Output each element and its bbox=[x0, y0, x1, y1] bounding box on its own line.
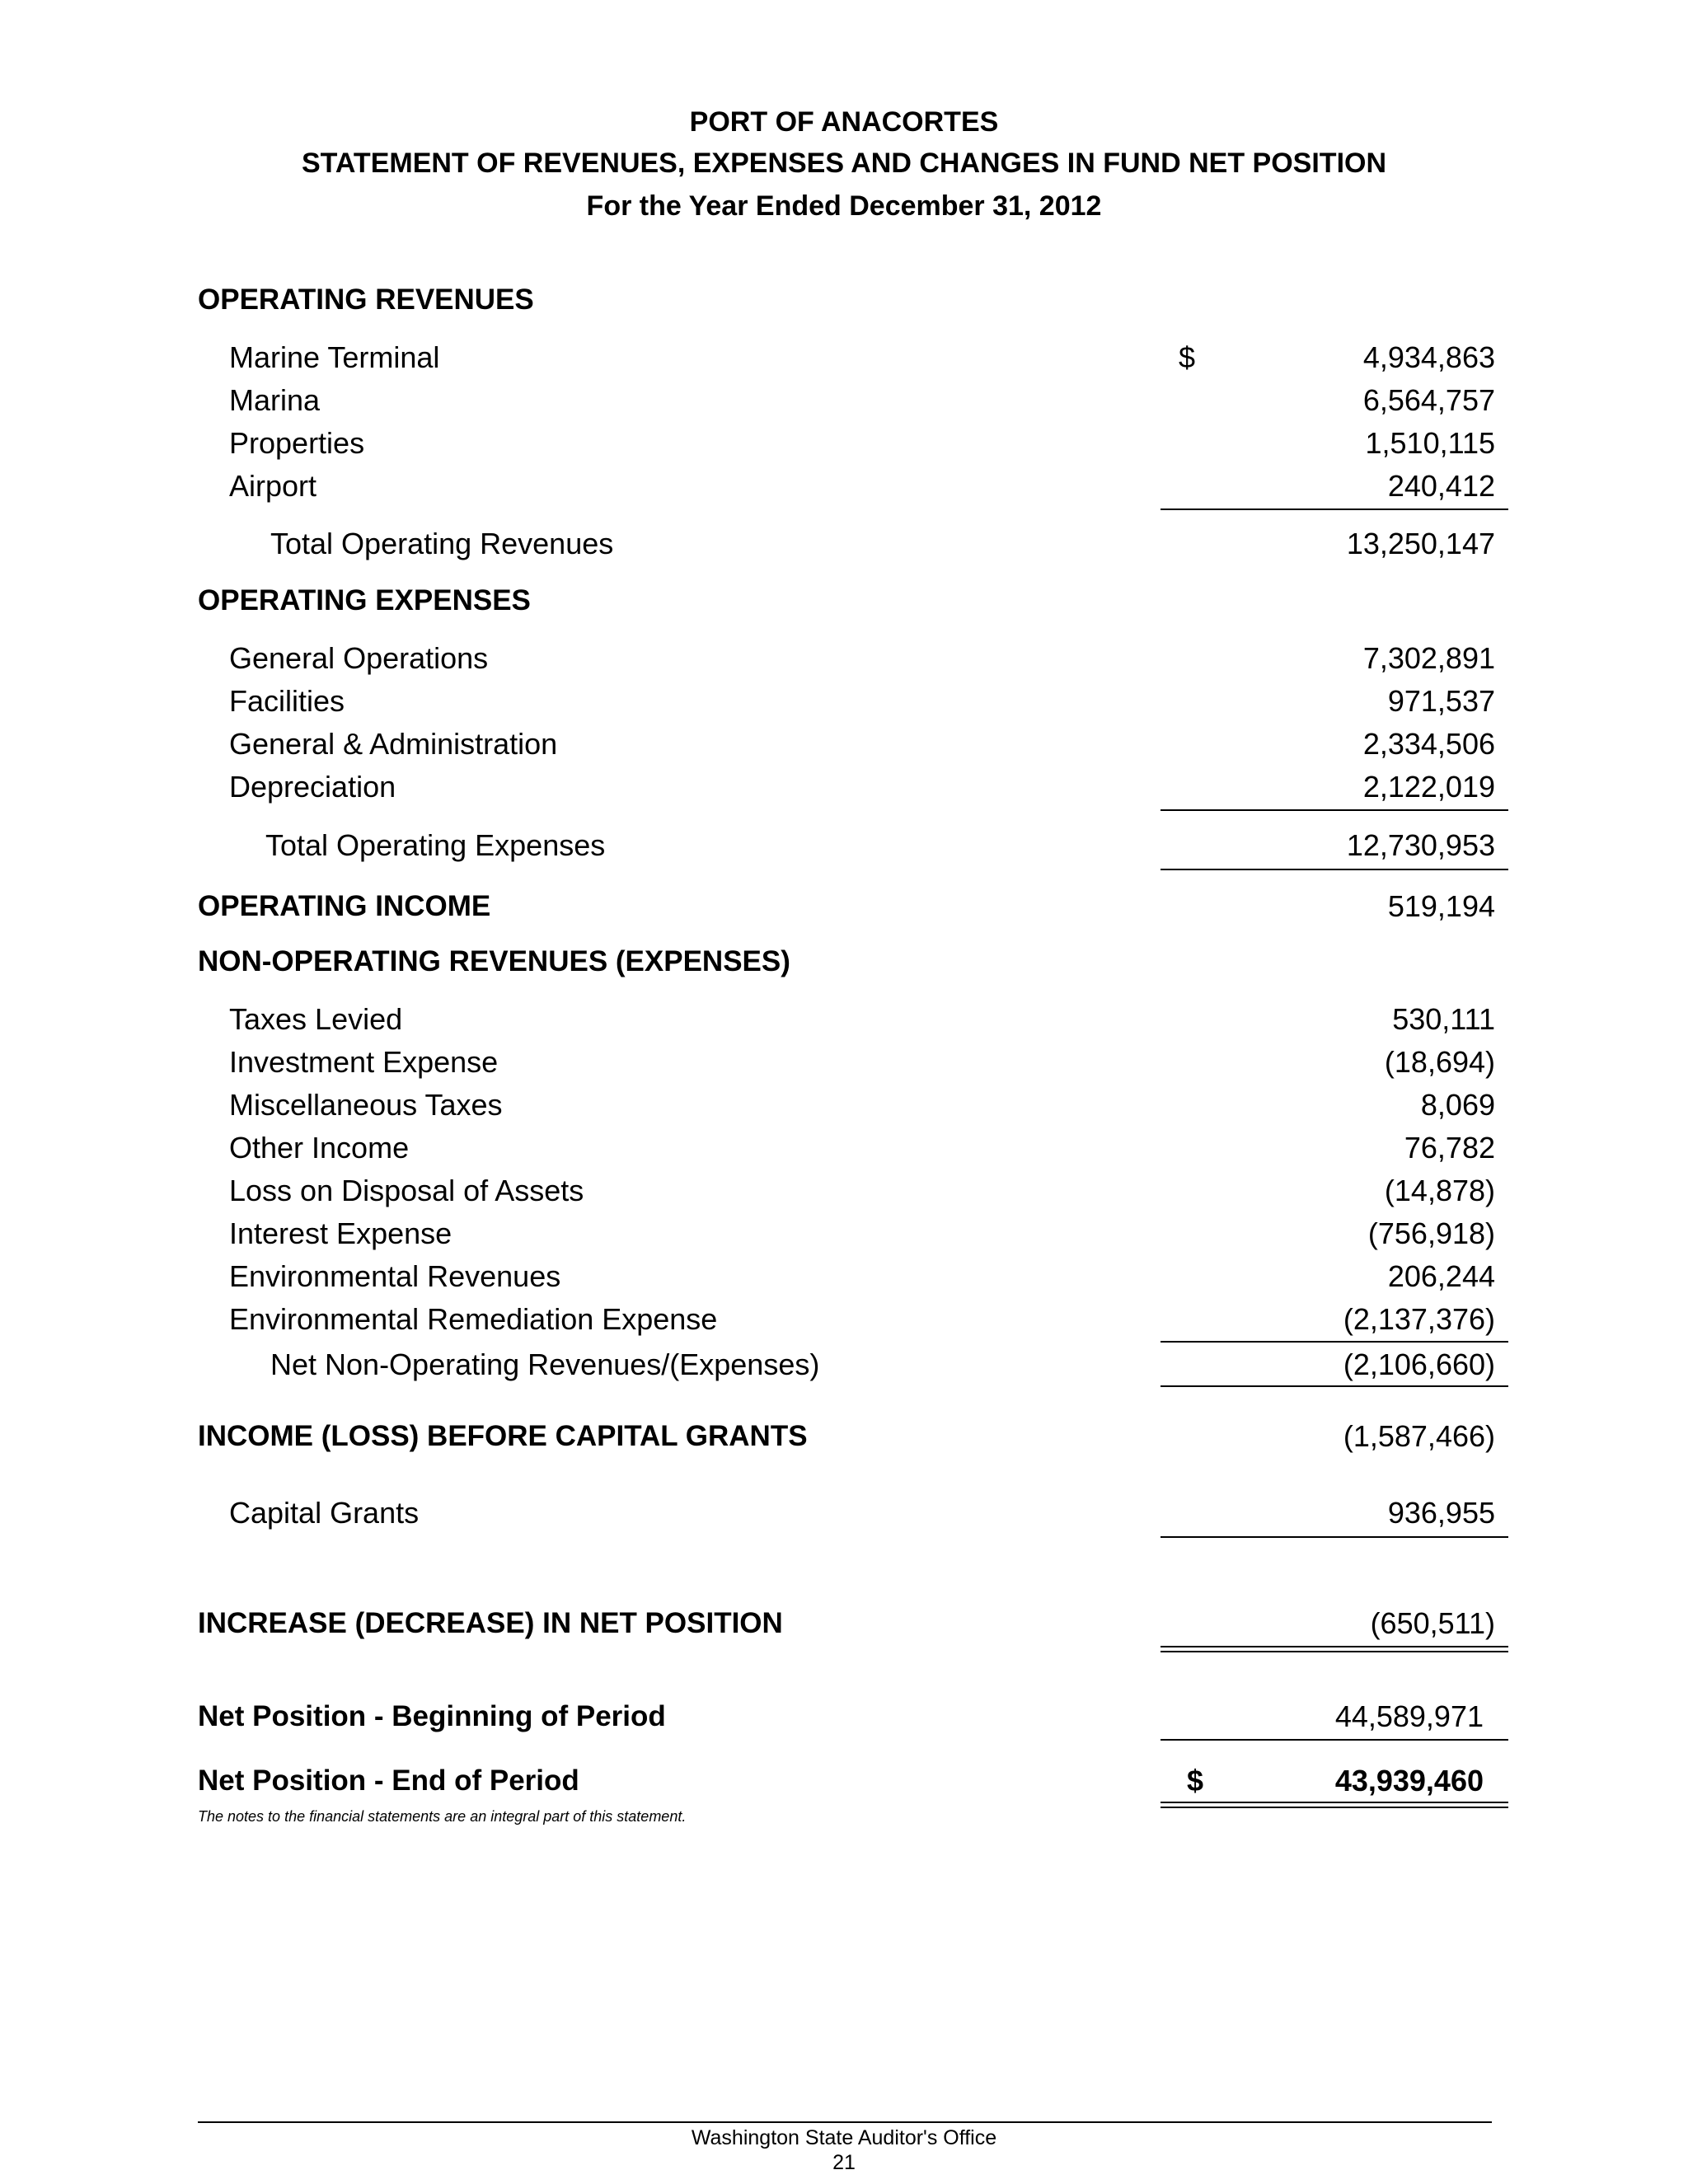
line-item-label: Facilities bbox=[229, 684, 345, 718]
double-total-rule bbox=[1160, 1802, 1508, 1808]
page-number: 21 bbox=[832, 2151, 856, 2174]
section-heading: NON-OPERATING REVENUES (EXPENSES) bbox=[198, 945, 790, 977]
capital-grants-value: 936,955 bbox=[1387, 1496, 1495, 1530]
line-item bbox=[0, 1000, 1688, 1039]
footer-office: Washington State Auditor's Office bbox=[691, 2126, 997, 2149]
line-item-value: (18,694) bbox=[1384, 1045, 1495, 1079]
line-item-label: Airport bbox=[229, 469, 317, 503]
line-item-value: 971,537 bbox=[1387, 684, 1495, 718]
subtotal-rule bbox=[1160, 1536, 1508, 1538]
currency-symbol: $ bbox=[1187, 1764, 1204, 1797]
line-item bbox=[0, 338, 1688, 377]
net-position-beginning-label: Net Position - Beginning of Period bbox=[198, 1700, 666, 1732]
line-item-value: 2,122,019 bbox=[1362, 770, 1495, 804]
line-item bbox=[0, 1300, 1688, 1339]
total-rule bbox=[1160, 869, 1508, 870]
section-heading: OPERATING EXPENSES bbox=[198, 584, 531, 616]
subtotal-rule bbox=[1160, 1341, 1508, 1343]
income-before-grants-row bbox=[0, 1417, 1688, 1456]
net-position-end-label: Net Position - End of Period bbox=[198, 1765, 579, 1797]
change-in-net-position-value: (650,511) bbox=[1370, 1606, 1495, 1640]
line-item-label: Marina bbox=[229, 383, 321, 417]
line-item bbox=[0, 424, 1688, 463]
line-item-value: 7,302,891 bbox=[1362, 641, 1495, 675]
change-in-net-position-row bbox=[0, 1604, 1688, 1643]
total-value: 13,250,147 bbox=[1346, 527, 1495, 560]
line-item-value: 4,934,863 bbox=[1362, 340, 1495, 374]
line-item-value: 206,244 bbox=[1387, 1259, 1495, 1293]
line-item-label: Environmental Revenues bbox=[229, 1259, 561, 1293]
line-item bbox=[0, 1043, 1688, 1082]
net-position-end-value: 43,939,460 bbox=[1334, 1764, 1484, 1797]
change-in-net-position-label: INCREASE (DECREASE) IN NET POSITION bbox=[198, 1607, 783, 1639]
line-item-label: General Operations bbox=[229, 641, 489, 675]
statement-period: For the Year Ended December 31, 2012 bbox=[586, 190, 1102, 222]
subtotal-rule bbox=[1160, 509, 1508, 510]
section-heading-operating-expenses bbox=[0, 581, 1688, 621]
line-item-value: 76,782 bbox=[1404, 1131, 1495, 1165]
line-item bbox=[0, 381, 1688, 420]
total-value: (2,106,660) bbox=[1343, 1347, 1495, 1381]
section-heading: OPERATING REVENUES bbox=[198, 284, 534, 316]
section-heading-non-operating bbox=[0, 942, 1688, 982]
line-item bbox=[0, 1085, 1688, 1125]
org-title: PORT OF ANACORTES bbox=[689, 106, 999, 138]
operating-income-label: OPERATING INCOME bbox=[198, 890, 491, 922]
line-item-label: General & Administration bbox=[229, 727, 558, 761]
net-position-beginning-row bbox=[0, 1697, 1688, 1736]
net-position-beginning-value: 44,589,971 bbox=[1334, 1699, 1484, 1733]
capital-grants-row bbox=[0, 1493, 1688, 1533]
income-before-grants-label: INCOME (LOSS) BEFORE CAPITAL GRANTS bbox=[198, 1420, 808, 1452]
line-item-label: Loss on Disposal of Assets bbox=[229, 1174, 584, 1207]
statement-title: STATEMENT OF REVENUES, EXPENSES AND CHANGES IN FUND NET POSITION bbox=[301, 148, 1387, 179]
line-item-value: 530,111 bbox=[1392, 1002, 1495, 1036]
line-item-label: Properties bbox=[229, 426, 365, 460]
line-item bbox=[0, 1257, 1688, 1296]
section-heading-operating-revenues bbox=[0, 280, 1688, 320]
line-item bbox=[0, 682, 1688, 721]
currency-symbol: $ bbox=[1179, 340, 1196, 374]
line-item-label: Investment Expense bbox=[229, 1045, 499, 1079]
line-item-value: (14,878) bbox=[1384, 1174, 1495, 1207]
line-item-label: Interest Expense bbox=[229, 1216, 452, 1250]
line-item bbox=[0, 767, 1688, 807]
line-item bbox=[0, 466, 1688, 506]
line-item-label: Environmental Remediation Expense bbox=[229, 1302, 718, 1336]
total-value: 12,730,953 bbox=[1346, 828, 1495, 862]
line-item bbox=[0, 1214, 1688, 1254]
total-label: Total Operating Revenues bbox=[270, 527, 614, 560]
line-item-value: 6,564,757 bbox=[1362, 383, 1495, 417]
statement-note: The notes to the financial statements are an integral part of this statement. bbox=[198, 1808, 687, 1825]
total-rule bbox=[1160, 1385, 1508, 1387]
operating-income-row bbox=[0, 887, 1688, 926]
line-item-label: Marine Terminal bbox=[229, 340, 440, 374]
line-item-value: 8,069 bbox=[1420, 1088, 1495, 1122]
line-item-label: Miscellaneous Taxes bbox=[229, 1088, 503, 1122]
line-item-value: (756,918) bbox=[1367, 1216, 1495, 1250]
total-label: Net Non-Operating Revenues/(Expenses) bbox=[270, 1347, 820, 1381]
double-total-rule bbox=[1160, 1646, 1508, 1652]
total-row bbox=[0, 524, 1688, 564]
line-item bbox=[0, 1171, 1688, 1211]
line-item-label: Depreciation bbox=[229, 770, 396, 804]
line-item bbox=[0, 1128, 1688, 1168]
net-position-end-row bbox=[0, 1761, 1688, 1801]
line-item-value: 2,334,506 bbox=[1362, 727, 1495, 761]
income-before-grants-value: (1,587,466) bbox=[1343, 1419, 1495, 1453]
total-label: Total Operating Expenses bbox=[265, 828, 606, 862]
line-item-value: 1,510,115 bbox=[1365, 426, 1495, 460]
total-row bbox=[0, 1345, 1688, 1385]
operating-income-value: 519,194 bbox=[1387, 889, 1495, 923]
subtotal-rule bbox=[1160, 809, 1508, 811]
capital-grants-label: Capital Grants bbox=[229, 1496, 420, 1530]
line-item-label: Other Income bbox=[229, 1131, 410, 1165]
footer-divider bbox=[198, 2121, 1492, 2123]
total-row bbox=[0, 826, 1688, 865]
line-item-label: Taxes Levied bbox=[229, 1002, 403, 1036]
line-item bbox=[0, 724, 1688, 764]
line-item bbox=[0, 639, 1688, 678]
subtotal-rule bbox=[1160, 1739, 1508, 1741]
line-item-value: 240,412 bbox=[1387, 469, 1495, 503]
line-item-value: (2,137,376) bbox=[1343, 1302, 1495, 1336]
